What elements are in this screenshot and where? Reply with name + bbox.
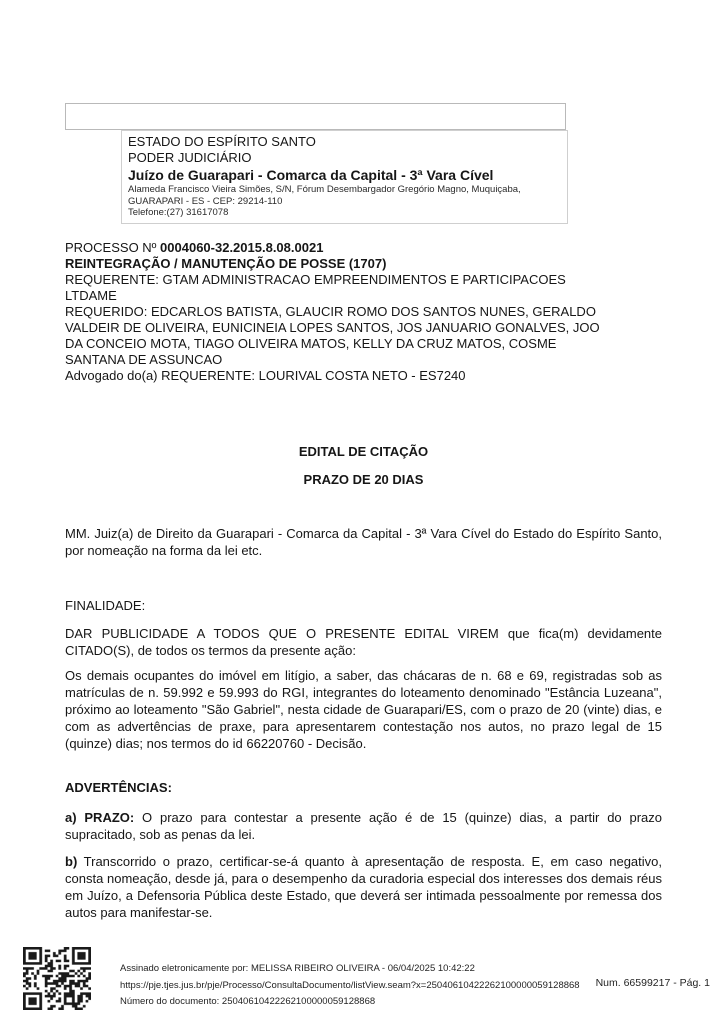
item-b-lead: b) [65, 854, 78, 869]
finalidade-label: FINALIDADE: [65, 598, 146, 613]
process-class-line: REINTEGRAÇÃO / MANUTENÇÃO DE POSSE (1707) [65, 256, 387, 271]
process-number-line [65, 240, 602, 256]
edital-title: EDITAL DE CITAÇÃO [298, 444, 429, 459]
header-state: ESTADO DO ESPÍRITO SANTO [128, 134, 316, 149]
item-a-lead: a) PRAZO: [65, 810, 135, 825]
qr-code-icon [23, 947, 91, 1010]
item-a-text: O prazo para contestar a presente ação é de 15 (quinze) dias, a partir do prazo supracitado, sob as penas da lei. [65, 810, 663, 842]
process-number-label: PROCESSO Nº [65, 240, 161, 255]
prazo-title: PRAZO DE 20 DIAS [303, 472, 424, 487]
header-address: Alameda Francisco Vieira Simões, S/N, Fórum Desembargador Gregório Magno, Muquiçaba, GUARAPARI - ES - CEP: 29214-110 [128, 184, 521, 207]
item-b-text: Transcorrido o prazo, certificar-se-á quanto à apresentação de resposta. E, em caso negativo, consta nomeação, desde já, para o desempenho da curadoria especial dos interesses dos demais réus em Juízo, a Defensoria Pública deste Estado, que deverá ser intimada pessoalmente por remessa dos autos para manifestar-se. [65, 854, 662, 920]
process-requerido: REQUERIDO: EDCARLOS BATISTA, GLAUCIR ROMO DOS SANTOS NUNES, GERALDO VALDEIR DE OLIVEIRA, EUNICINEIA LOPES SANTOS, JOS JANUARIO GONALVES, JOO DA CONCEIO MOTA, TIAGO OLIVEIRA MATOS, KELLY DA CRUZ MATOS, COSME SANTANA DE ASSUNCAO [65, 304, 600, 367]
document-number-line: Número do documento: 25040610422262100000059128868 [120, 996, 376, 1007]
court-header-box [121, 130, 568, 224]
signature-block [120, 961, 590, 1011]
paragraph-item-a [65, 809, 662, 843]
process-block [65, 240, 602, 384]
verification-url: https://pje.tjes.jus.br/pje/Processo/ConsultaDocumento/listView.seam?x=25040610422262100000059128868 [120, 979, 580, 991]
process-advogado: Advogado do(a) REQUERENTE: LOURIVAL COSTA NETO - ES7240 [65, 368, 466, 383]
signed-by-line: Assinado eletronicamente por: MELISSA RIBEIRO OLIVEIRA - 06/04/2025 10:42:22 [120, 963, 475, 974]
page-reference: Num. 66599217 - Pág. 1 [595, 977, 710, 989]
paragraph-publicidade: DAR PUBLICIDADE A TODOS QUE O PRESENTE EDITAL VIREM que fica(m) devidamente CITADO(S), de todos os termos da presente ação: [65, 626, 662, 658]
process-requerente: REQUERENTE: GTAM ADMINISTRACAO EMPREENDIMENTOS E PARTICIPACOES LTDAME [65, 272, 566, 303]
header-court-name: Juízo de Guarapari - Comarca da Capital - 3ª Vara Cível [128, 167, 494, 183]
advertencias-label: ADVERTÊNCIAS: [65, 780, 172, 795]
paragraph-ocupantes: Os demais ocupantes do imóvel em litígio, a saber, das chácaras de n. 68 e 69, registradas sob as matrículas de n. 59.992 e 59.993 do RGI, integrantes do loteamento denominado "Estância Luzeana", próximo ao loteamento "São Gabriel", nesta cidade de Guarapari/ES, com o prazo de 20 (vinte) dias, e com as advertências de praxe, para apresentarem contestação nos autos, no prazo legal de 15 (quinze) dias; nos termos do id 66220760 - Decisão. [65, 668, 662, 751]
logo-placeholder-box [65, 103, 566, 130]
paragraph-juiz: MM. Juiz(a) de Direito da Guarapari - Comarca da Capital - 3ª Vara Cível do Estado do Espírito Santo, por nomeação na forma da lei etc. [65, 526, 662, 558]
header-branch: PODER JUDICIÁRIO [128, 150, 252, 165]
process-number: 0004060-32.2015.8.08.0021 [160, 240, 324, 255]
header-phone: Telefone:(27) 31617078 [128, 207, 229, 218]
paragraph-item-b [65, 853, 662, 921]
